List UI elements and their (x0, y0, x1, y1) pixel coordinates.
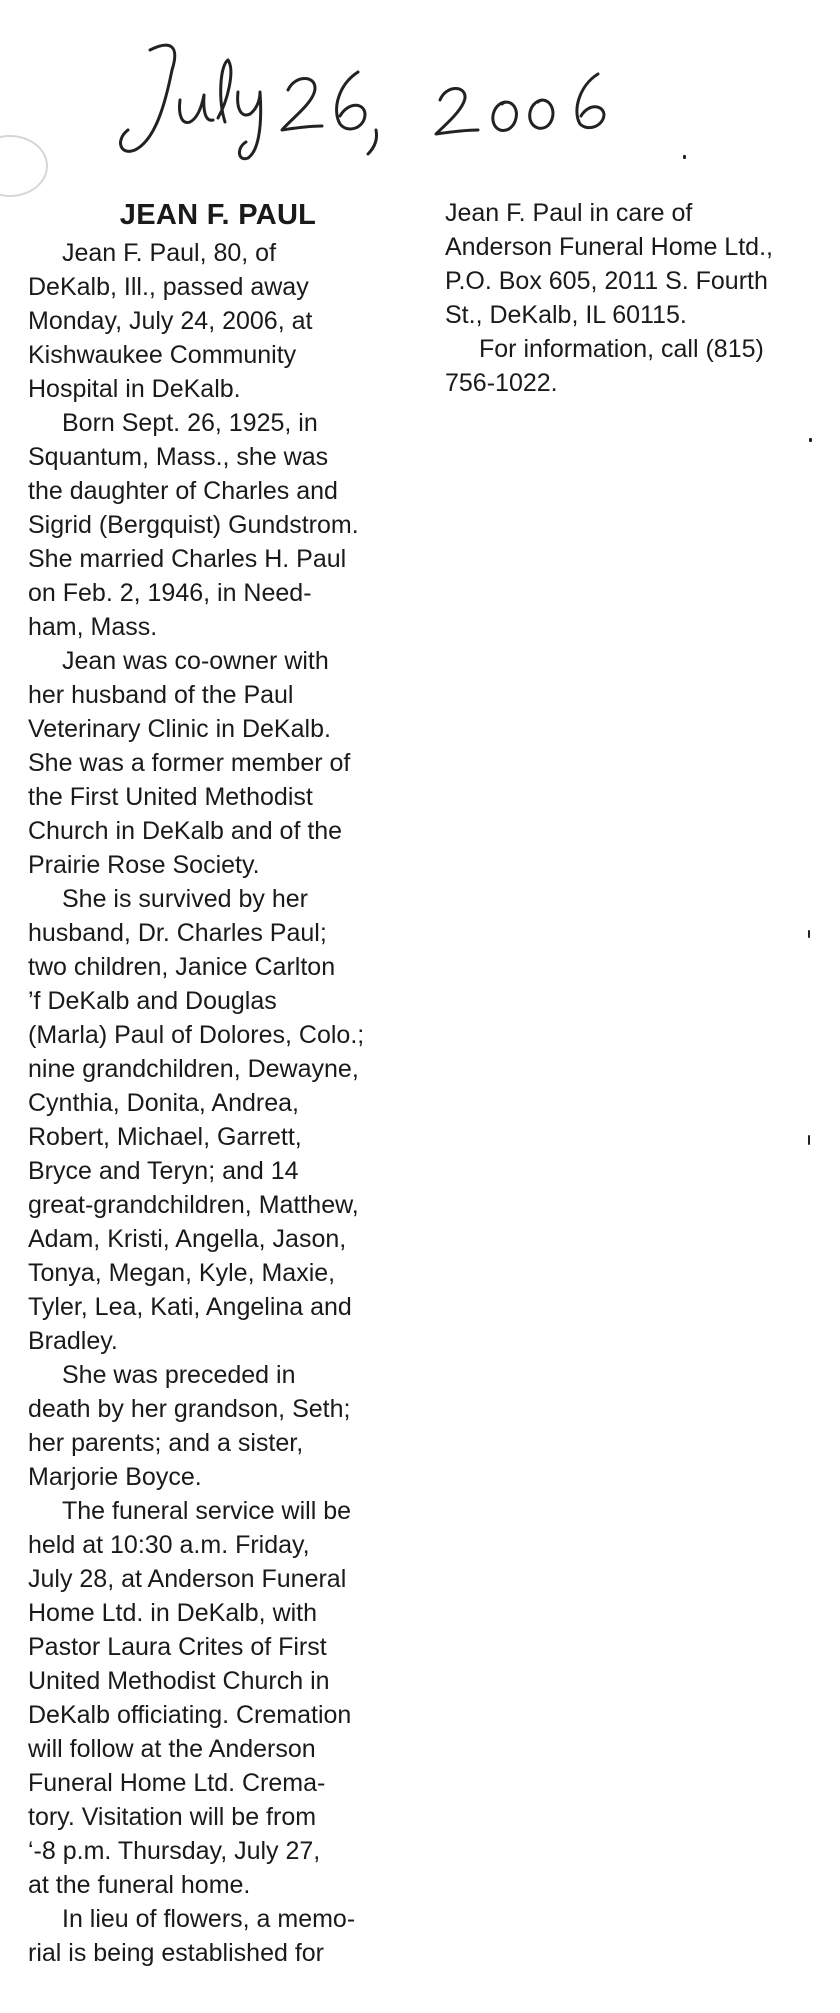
obituary-text-line: 756-1022. (445, 369, 558, 397)
obituary-text-line: Pastor Laura Crites of First (28, 1633, 327, 1661)
obituary-body-left (28, 236, 408, 1970)
obituary-text-line: great-grandchildren, Matthew, (28, 1191, 359, 1219)
scan-speck (808, 930, 810, 938)
obituary-text-line: The funeral service will be (62, 1497, 352, 1525)
obituary-text-line: Jean F. Paul in care of (445, 199, 693, 227)
scan-speck (809, 438, 812, 442)
obituary-text-line: Kishwaukee Community (28, 341, 297, 369)
obituary-text-line: Jean F. Paul, 80, of (62, 239, 277, 267)
obituary-text-line: death by her grandson, Seth; (28, 1395, 351, 1423)
obituary-text-line: (Marla) Paul of Dolores, Colo.; (28, 1021, 365, 1049)
obituary-text-line: the First United Methodist (28, 783, 313, 811)
obituary-text-line: rial is being established for (28, 1939, 324, 1967)
obituary-title: JEAN F. PAUL (119, 199, 317, 231)
obituary-text-line: She married Charles H. Paul (28, 545, 347, 573)
obituary-text-line: ham, Mass. (28, 613, 158, 641)
obituary-text-line: Squantum, Mass., she was (28, 443, 329, 471)
obituary-text-line: at the funeral home. (28, 1871, 251, 1899)
obituary-text-line: Jean was co-owner with (62, 647, 329, 675)
obituary-text-line: St., DeKalb, IL 60115. (445, 301, 687, 329)
obituary-text-line: She is survived by her (62, 885, 308, 913)
obituary-text-line: on Feb. 2, 1946, in Need- (28, 579, 312, 607)
obituary-text-line: nine grandchildren, Dewayne, (28, 1055, 359, 1083)
obituary-text-line: two children, Janice Carlton (28, 953, 336, 981)
scan-speck (683, 155, 686, 159)
obituary-text-line: Prairie Rose Society. (28, 851, 260, 879)
obituary-text-line: P.O. Box 605, 2011 S. Fourth (445, 267, 768, 295)
obituary-text-line: Tonya, Megan, Kyle, Maxie, (28, 1259, 336, 1287)
obituary-text-line: Funeral Home Ltd. Crema- (28, 1769, 326, 1797)
obituary-text-line: tory. Visitation will be from (28, 1803, 317, 1831)
obituary-text-line: Bryce and Teryn; and 14 (28, 1157, 299, 1185)
obituary-text-line: ‘-8 p.m. Thursday, July 27, (28, 1837, 321, 1865)
obituary-text-line: Born Sept. 26, 1925, in (62, 409, 318, 437)
obituary-text-line: her husband of the Paul (28, 681, 294, 709)
obituary-text-line: She was preceded in (62, 1361, 296, 1389)
obituary-text-line: ’f DeKalb and Douglas (28, 987, 277, 1015)
handwritten-date (110, 30, 630, 170)
obituary-text-line: Church in DeKalb and of the (28, 817, 343, 845)
handwritten-date-drawing (110, 30, 630, 170)
obituary-text-line: held at 10:30 a.m. Friday, (28, 1531, 310, 1559)
obituary-text-line: Marjorie Boyce. (28, 1463, 202, 1491)
obituary-text-line: Adam, Kristi, Angella, Jason, (28, 1225, 347, 1253)
obituary-text-line: Cynthia, Donita, Andrea, (28, 1089, 299, 1117)
obituary-text-line: Anderson Funeral Home Ltd., (445, 233, 773, 261)
obituary-text-line: DeKalb officiating. Cremation (28, 1701, 352, 1729)
obituary-right-column (445, 196, 825, 400)
obituary-text-line: Monday, July 24, 2006, at (28, 307, 313, 335)
obituary-text-line: United Methodist Church in (28, 1667, 330, 1695)
scan-speck (808, 1135, 810, 1145)
obituary-body-right (445, 196, 825, 400)
obituary-text-line: Veterinary Clinic in DeKalb. (28, 715, 331, 743)
obituary-text-line: She was a former member of (28, 749, 351, 777)
obituary-text-line: husband, Dr. Charles Paul; (28, 919, 327, 947)
hole-punch-mark (0, 135, 48, 197)
obituary-text-line: the daughter of Charles and (28, 477, 338, 505)
obituary-text-line: Bradley. (28, 1327, 118, 1355)
obituary-text-line: For information, call (815) (479, 335, 764, 363)
obituary-text-line: will follow at the Anderson (28, 1735, 316, 1763)
obituary-text-line: July 28, at Anderson Funeral (28, 1565, 347, 1593)
obituary-text-line: her parents; and a sister, (28, 1429, 304, 1457)
obituary-text-line: In lieu of flowers, a memo- (62, 1905, 356, 1933)
obituary-text-line: Tyler, Lea, Kati, Angelina and (28, 1293, 352, 1321)
obituary-text-line: DeKalb, Ill., passed away (28, 273, 309, 301)
obituary-text-line: Robert, Michael, Garrett, (28, 1123, 302, 1151)
obituary-text-line: Home Ltd. in DeKalb, with (28, 1599, 318, 1627)
obituary-text-line: Hospital in DeKalb. (28, 375, 241, 403)
obituary-left-column (28, 196, 408, 1970)
obituary-text-line: Sigrid (Bergquist) Gundstrom. (28, 511, 359, 539)
